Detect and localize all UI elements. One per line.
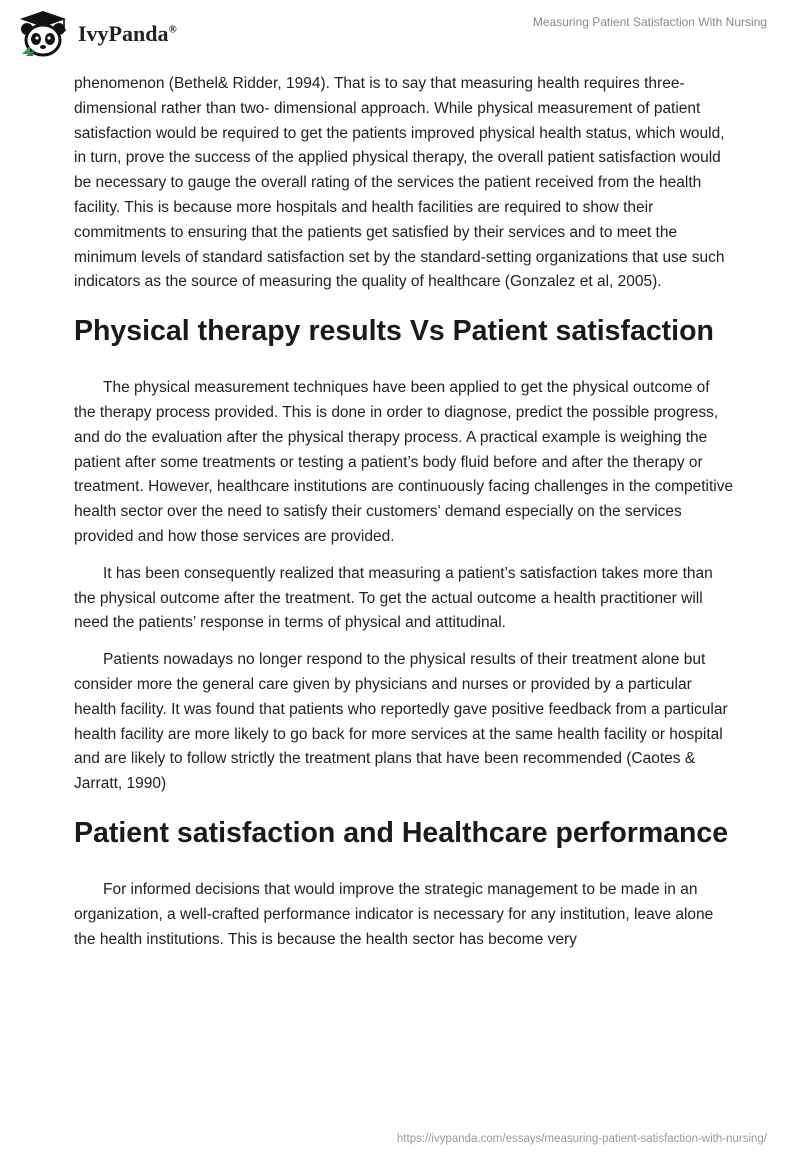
paragraph: The physical measurement techniques have been applied to get the physical outcome of the therapy process provided. This is done in order to diagnose, predict the possible progress, and do the evaluation after the physical therapy process. A practical example is weighing the patient after some treatments or testing a patient’s body fluid before and after the therapy or treatment. However, healthcare institutions are continuously facing challenges in the competitive health sector over the need to satisfy their customers' demand especially on the services provided and how those services are provided. bbox=[74, 379, 734, 545]
panda-graduate-icon bbox=[14, 10, 72, 58]
document-title: Measuring Patient Satisfaction With Nursing bbox=[532, 15, 767, 29]
intro-paragraph: phenomenon (Bethel& Ridder, 1994). That is to say that measuring health requires three- dimensional rather than two- dimensional approach. While physical measurement of patient satisfaction would be required to get the patients improved physical health status, which would, in turn, prove the success of the applied physical therapy, the overall patient satisfaction would be necessary to gauge the overall rating of the services the patient received from the health facility. This is because more hospitals and health facilities are required to show their commitments to ensuring that the patients get satisfied by their services and to meet the minimum levels of standard satisfaction set by the standard-setting organizations that use such indicators as the source of measuring the quality of healthcare (Gonzalez et al, 2005). bbox=[74, 75, 725, 291]
page-header bbox=[0, 0, 800, 70]
paragraph: Patients nowadays no longer respond to the physical results of their treatment alone but consider more the general care given by physicians and nurses or provided by a particular health facility. It was found that patients who reportedly gave positive feedback from a particular health facility are more likely to go back for more services at the same health facility or hospital and are likely to follow strictly the treatment plans that have been recommended (Caotes & Jarratt, 1990) bbox=[74, 651, 728, 793]
ivypanda-logo[interactable] bbox=[14, 10, 177, 58]
logo-wordmark: IvyPanda® bbox=[78, 21, 177, 46]
source-url[interactable]: https://ivypanda.com/essays/measuring-patient-satisfaction-with-nursing/ bbox=[396, 1133, 767, 1145]
section-heading-physical-therapy: Physical therapy results Vs Patient satisfaction bbox=[74, 315, 714, 348]
paragraph: It has been consequently realized that measuring a patient’s satisfaction takes more than the physical outcome after the treatment. To get the actual outcome a health practitioner will need the patients’ response in terms of physical and attitudinal. bbox=[74, 564, 713, 632]
paragraph: For informed decisions that would improve the strategic management to be made in an organization, a well-crafted performance indicator is necessary for any institution, leave alone the health institutions. This is because the health sector has become very bbox=[74, 880, 714, 948]
essay-body bbox=[74, 72, 734, 964]
section-heading-healthcare-performance: Patient satisfaction and Healthcare performance bbox=[74, 816, 729, 849]
registered-mark: ® bbox=[168, 23, 177, 36]
